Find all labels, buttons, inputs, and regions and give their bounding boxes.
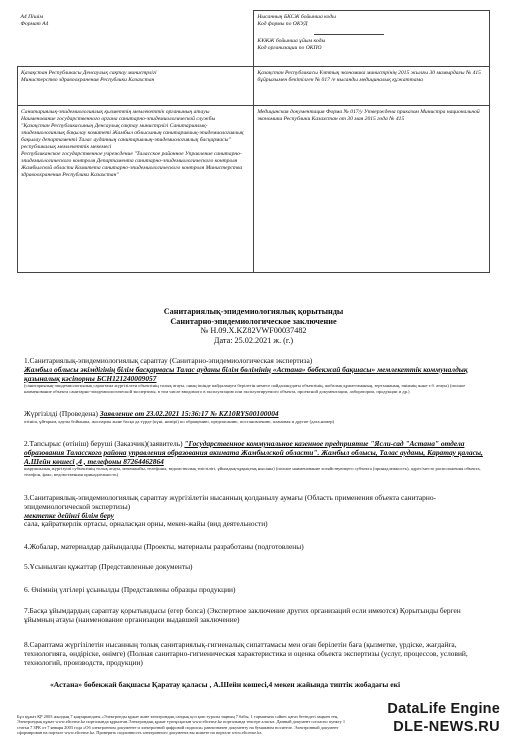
- okpo-label: Код организации по ОКПО: [257, 45, 322, 51]
- section-5-label: 5.Ұсынылған құжаттар (Представленные документы): [24, 562, 193, 571]
- title-block: [17, 307, 490, 345]
- doc-basis-ru-cell: [254, 106, 490, 273]
- section-2-label: 2.Тапсырыс (өтініш) беруші (Заказчик)(заявитель): [24, 439, 183, 448]
- conclusion-date: Дата: 25.02.2021 ж. (г.): [213, 335, 294, 345]
- filed-label: Жүргізілді (Проведена): [24, 409, 98, 418]
- section-7: [24, 607, 490, 625]
- codes-cell: [254, 11, 490, 67]
- section-2: [24, 440, 490, 477]
- section-filed: [24, 410, 490, 424]
- section-1-note: (санитариялық-эпидемиологиялық сараптама жүргізілген объектінің толық атауы, оның ішінде пайдалануға берілетін немесе пайдаланудағы объектінің, жобалық құжаттаманың, зертхананың, өнімнің және т.б. атауы) (полное наименование объекта санитарно-эпидемиологической экспертизы, в том числе вводимого в эксплуатацию или эксплуатируемого объекта, проектной документации, лаборатории, продукции и др.): [24, 383, 466, 394]
- section-6: [24, 586, 490, 595]
- doc-basis-cell: [254, 67, 490, 106]
- section-5: [24, 563, 490, 572]
- format-kz: А4 Пішім: [20, 13, 44, 20]
- org-cell: [18, 106, 254, 273]
- section-3: [24, 494, 490, 529]
- filed-value: Заявление от 23.02.2021 15:36:17 № KZ10RYS00100004: [99, 409, 279, 418]
- section-3-value: мектепке дейінгі білім беру: [24, 510, 114, 520]
- ministry-kz: Қазақстан Республикасы Денсаулық сақтау министрлігі: [21, 70, 157, 76]
- section-8: [24, 641, 490, 667]
- ministry-cell: [18, 67, 254, 106]
- section-1: [24, 357, 490, 394]
- section-6-label: 6. Өнімнің үлгілері ұсынылды (Представлены образцы продукции): [24, 585, 236, 594]
- section-8-value: «Астана» бөбекжай бақшасы Қаратау қаласы , А.Шейн көшесі,4 мекен жайында типтік жобадағы екі: [50, 680, 401, 689]
- conclusion-number: № Н.09.X.KZ82VWF00037482: [200, 326, 307, 336]
- footer-legal-text: Бұл құжат ҚР 2003 жылдың 7 қаңтарындағы «Электронды құжат және электрондық сандық қол қою туралы заңның 7 бабы, 1 тармағына сәйкес қағаз бетіндегі заңмен тең. Электрондық құжат www.elicense.kz порталында құрылған.Электрондық құжат түпнұсқасын www.elicense.kz порталында тексере аласыз. Данный документ согласно пункту 1 статьи 7 ЗРК от 7 января 2003 года «Об электронном документе и электронной цифровой подписи» равнозначен документу на бумажном носителе. Электронный документ сформирован на портале www.elicense.kz. Проверить подлинность электронного документа вы можете на портале www.elicense.kz.: [17, 714, 346, 736]
- header-table: [17, 10, 490, 273]
- section-4-label: 4.Жобалар, материалдар дайындалды (Проекты, материалы разработаны (подготовлены): [24, 542, 304, 551]
- watermark-line-2: DLE-NEWS.RU: [393, 719, 500, 735]
- okud-underline: [314, 29, 384, 35]
- okud-label: Код формы по ОКУД: [257, 21, 308, 27]
- kuzhk-label: КҰЖЖ бойынша ұйым коды: [257, 38, 326, 44]
- format-cell: [18, 11, 254, 67]
- format-ru: Формат А4: [20, 20, 49, 27]
- ministry-ru: Министерство здравоохранения Республики Казахстан: [21, 77, 155, 83]
- doc-basis-ru: Медицинская документация Форма № 017/у Утверждена приказом Министра национальной экономики Республики Казахстан от 30 мая 2015 года № 415: [257, 109, 480, 122]
- section-1-label: 1.Санитариялық-эпидемиологиялық сараптау (Санитарно-эпидемиологическая экспертиза): [24, 356, 313, 365]
- section-3-label: 3.Санитариялық-эпидемиологиялық сараптау жүргізілетін нысанның қолданылу аумағы (Область применения объекта санитарно-эпидемиологической экспертизы): [24, 493, 436, 511]
- watermark: [348, 701, 500, 735]
- section-7-label: 7.Басқа ұйымдардың сараптау қорытындысы (егер болса) (Экспертное заключение других организаций если имеются) Қорытынды берген ұйымның атауы (наименование организации выдавшей заключение): [24, 606, 461, 624]
- section-2-note: шаруашылық жүргізуші субъектінің толық атауы, мекенжайы, телефоны, ведомстволық тиістілігі, ұйымдық-құқықтық нысаны) (полное наименование хозяйствующего субъекта (принадлежность), адрес/место расположения объекта, телефон, факс, ведомственная принадлежность): [24, 466, 481, 477]
- section-3-note: сала, қайраткерлік ортасы, орналасқан орны, мекен-жайы (вид деятельности): [24, 519, 268, 529]
- org-text: Санитариялық-эпидемиологиялық қызметтің мемлекеттік органының атауы Наименование государственного органа санитарно-эпидемиологической службы "Қазақстан Республикасының Денсаулық сақтау министрлігі Санитариялық-эпидемиологиялық бақылау комитеті Жамбыл облысының санитариялық-эпидемиологиялық бақылау департаменті Талас ауданның санитариялық-эпидемиологиялық басқармасы" республикалық мемлекеттік мекемесі Республиканское государственное учреждение "Таласское районное Управление санитарно-эпидемиологического контроля Департамента санитарно-эпидемиологического контроля Жамбылской области Комитета санитарно-эпидемиологического контроля Министерства здравоохранения Республики Казахстан": [21, 109, 244, 178]
- section-8-label: 8.Сараптама жүргізілетін нысанның толық санитариялық-гигиеналық сипаттамасы мен оған берілетін баға (қызметке, үрдіске, жағдайға, технологияға, өндіріске, өнімге) (Полная санитарно-гигиеническая характеристика и оценка объекта экспертизы (услуг, процессов, условий, технологий, производств, продукции): [24, 640, 468, 667]
- bkcj-label: Нысанның БКСЖ бойынша коды: [257, 14, 336, 20]
- section-2-value: "Государственное коммунальное казенное предприятие "Ясли-сад "Астана" отдела образования Таласского района управления образования акимата Жамбылской области". Жамбыл облысы, Талас ауданы, Каратау қаласы, А.Шейн көшесі ,4 , телефоны 87264462864: [24, 439, 483, 466]
- section-4: [24, 543, 490, 552]
- section-1-value: Жамбыл облысы әкімдігінің білім басқармасы Талас ауданы білім бөлімінің «Астана» бөбекжай бақшасы» мемлекеттік коммуналдық қазыналық кәсіпорны БСН121240009057: [24, 364, 468, 383]
- doc-basis: Қазақстан Республикасы Ұлттық экономика министрінің 2015 жылғы 30 мамырдағы № 415 бұйрығымен бекітілген № 017 /е нысанды медициналық құжаттама: [257, 70, 481, 83]
- filed-note: өтініш, ұйғарым, қаулы бойынша, жоспарлы және басқа да түрде (күні, нөмірі) по обращению, предписанию, постановлению, плановая и другие (дата,номер): [24, 418, 335, 424]
- watermark-line-1: DataLife Engine: [387, 701, 500, 717]
- title-kz: Санитариялық-эпидемиологиялық қорытынды: [163, 307, 344, 316]
- title-ru: Санитарно-эпидемиологическое заключение: [170, 316, 337, 326]
